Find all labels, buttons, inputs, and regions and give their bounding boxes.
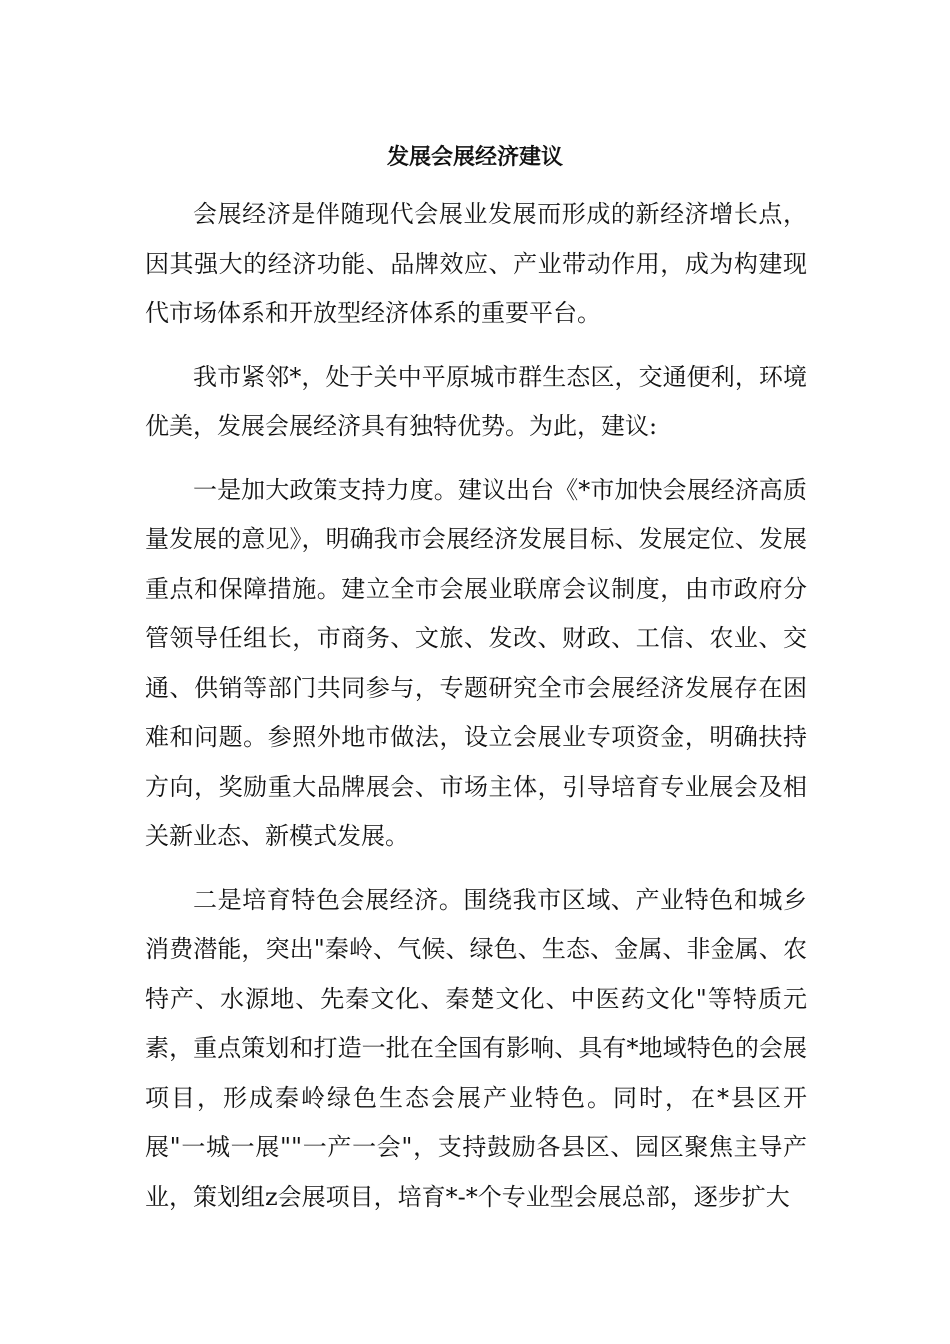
document-title: 发展会展经济建议 [386, 144, 563, 170]
paragraph-featured-exhibition: 二是培育特色会展经济。围绕我市区域、产业特色和城乡消费潜能，突出"秦岭、气候、绿色、生态、金属、非金属、农特产、水源地、先秦文化、秦楚文化、中医药文化"等特质元素，重点策划和打造一批在全国有影响、具有*地域特色的会展项目，形成秦岭绿色生态会展产业特色。同时，在*县区开展"一城一展""一产一会"，支持鼓励各县区、园区聚焦主导产业，策划组z会展项目，培育*-*个专业型会展总部，逐步扩大 [145, 885, 807, 1211]
document-body [145, 190, 807, 1236]
paragraph-policy-support: 一是加大政策支持力度。建议出台《*市加快会展经济高质量发展的意见》，明确我市会展经济发展目标、发展定位、发展重点和保障措施。建立全市会展业联席会议制度，由市政府分管领导任组长，市商务、文旅、发改、财政、工信、农业、交通、供销等部门共同参与，专题研究全市会展经济发展存在困难和问题。参照外地市做法，设立会展业专项资金，明确扶持方向，奖励重大品牌展会、市场主体，引导培育专业展会及相关新业态、新模式发展。 [145, 475, 807, 850]
paragraph-intro: 会展经济是伴随现代会展业发展而形成的新经济增长点，因其强大的经济功能、品牌效应、产业带动作用，成为构建现代市场体系和开放型经济体系的重要平台。 [145, 200, 807, 327]
paragraph-advantages: 我市紧邻*，处于关中平原城市群生态区，交通便利，环境优美，发展会展经济具有独特优势。为此，建议: [145, 362, 807, 440]
